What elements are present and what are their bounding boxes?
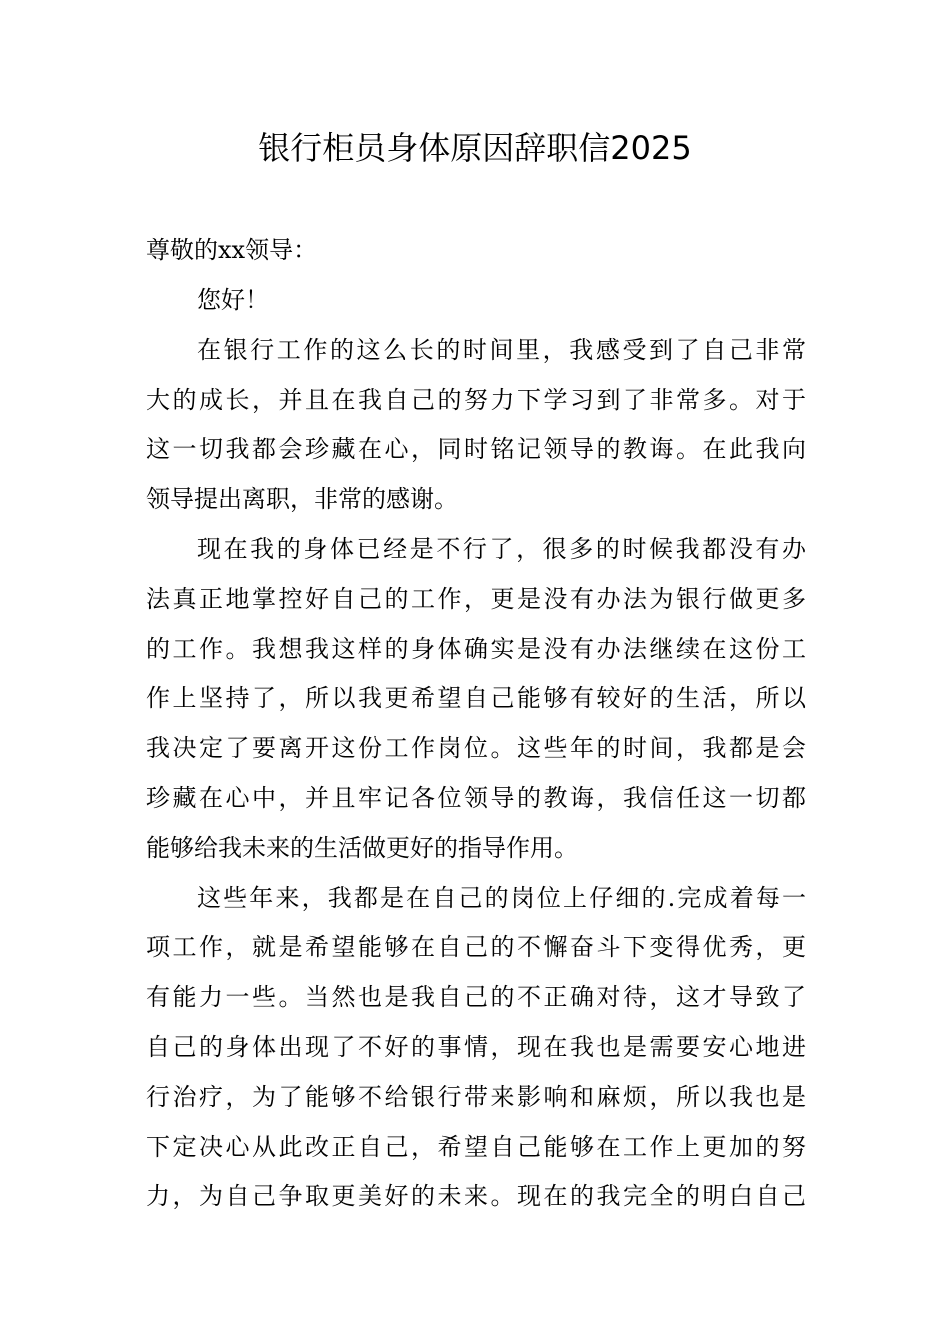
salutation: 尊敬的xx领导： xyxy=(146,236,318,264)
paragraph-line: 领导提出离职，非常的感谢。 xyxy=(146,485,458,513)
paragraph-line: 这些年来，我都是在自己的岗位上仔细的.完成着每一 xyxy=(197,884,806,912)
paragraph-line: 力，为自己争取更美好的未来。现在的我完全的明白自己 xyxy=(146,1182,806,1210)
paragraph-line: 在银行工作的这么长的时间里，我感受到了自己非常 xyxy=(197,336,806,364)
paragraph-line: 下定决心从此改正自己，希望自己能够在工作上更加的努 xyxy=(146,1133,806,1161)
paragraph-line: 自己的身体出现了不好的事情，现在我也是需要安心地进 xyxy=(146,1033,806,1061)
paragraph-line: 这一切我都会珍藏在心，同时铭记领导的教诲。在此我向 xyxy=(146,435,806,463)
document-title: 银行柜员身体原因辞职信2025 xyxy=(258,129,692,167)
paragraph-line: 项工作，就是希望能够在自己的不懈奋斗下变得优秀，更 xyxy=(146,933,806,961)
paragraph-line: 有能力一些。当然也是我自己的不正确对待，这才导致了 xyxy=(146,983,806,1011)
paragraph-line: 作上坚持了，所以我更希望自己能够有较好的生活，所以 xyxy=(146,684,806,712)
paragraph-line: 珍藏在心中，并且牢记各位领导的教诲，我信任这一切都 xyxy=(146,784,806,812)
paragraph-line: 我决定了要离开这份工作岗位。这些年的时间，我都是会 xyxy=(146,734,806,762)
paragraph-line: 法真正地掌控好自己的工作，更是没有办法为银行做更多 xyxy=(146,585,806,613)
paragraph-line: 大的成长，并且在我自己的努力下学习到了非常多。对于 xyxy=(146,386,806,414)
greeting: 您好！ xyxy=(197,286,269,314)
paragraph-line: 行治疗，为了能够不给银行带来影响和麻烦，所以我也是 xyxy=(146,1083,806,1111)
paragraph-line: 现在我的身体已经是不行了，很多的时候我都没有办 xyxy=(197,535,806,563)
paragraph-line: 的工作。我想我这样的身体确实是没有办法继续在这份工 xyxy=(146,635,806,663)
paragraph-line: 能够给我未来的生活做更好的指导作用。 xyxy=(146,834,578,862)
